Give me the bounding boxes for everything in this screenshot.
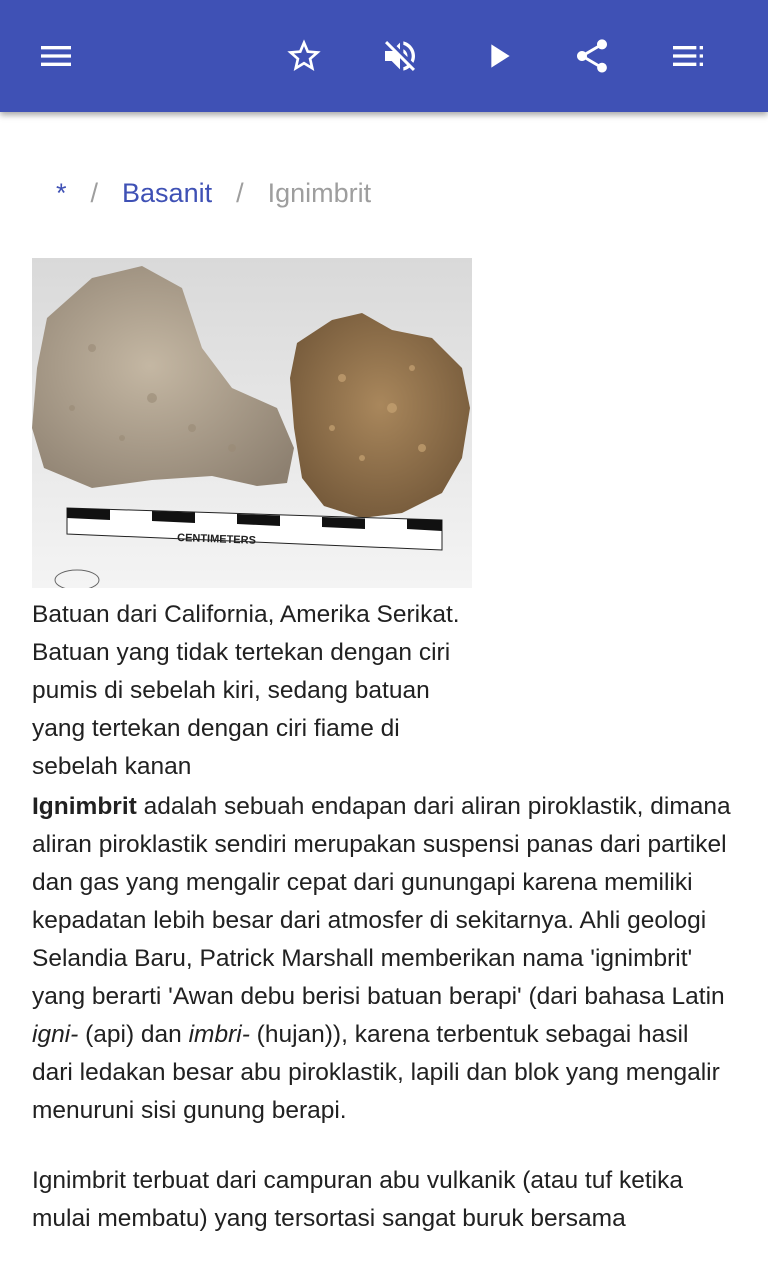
- breadcrumb: [32, 178, 371, 209]
- article-figure: [32, 258, 472, 786]
- article-paragraph: [32, 788, 736, 1130]
- share-button[interactable]: [564, 28, 620, 84]
- playlist-icon: [668, 36, 708, 76]
- ruler-label: CENTIMETERS: [176, 532, 257, 547]
- latin-term: igni-: [32, 1021, 79, 1048]
- article-term: Ignimbrit: [32, 793, 137, 820]
- breadcrumb-separator: /: [236, 178, 244, 208]
- star-outline-icon: [284, 36, 324, 76]
- latin-term: imbri-: [188, 1021, 250, 1048]
- article-text: (api) dan: [78, 1021, 189, 1048]
- playlist-button[interactable]: [660, 28, 716, 84]
- breadcrumb-current: Ignimbrit: [267, 178, 372, 208]
- article-text: (hujan)), karena terbentuk sebagai hasil dari ledakan besar abu piroklastik, lapili dan blok yang mengalir menuruni sisi gunung berapi.: [32, 1021, 720, 1124]
- article-text: adalah sebuah endapan dari aliran piroklastik, dimana aliran piroklastik sendiri merupakan suspensi panas dari partikel dan gas yang mengalir cepat dari gunungapi karena memiliki kepadatan lebih besar dari atmosfer di sekitarnya. Ahli geologi Selandia Baru, Patrick Marshall memberikan nama 'ignimbrit' yang berarti 'Awan debu berisi batuan berapi' (dari bahasa Latin: [32, 793, 731, 1010]
- favorite-button[interactable]: [276, 28, 332, 84]
- volume-off-icon: [380, 36, 420, 76]
- play-icon: [478, 36, 518, 76]
- hamburger-menu-icon: [36, 36, 76, 76]
- article-paragraph: Ignimbrit terbuat dari campuran abu vulkanik (atau tuf ketika mulai membatu) yang tersortasi sangat buruk bersama: [32, 1167, 683, 1232]
- app-toolbar: [0, 0, 768, 112]
- share-icon: [572, 36, 612, 76]
- breadcrumb-root-link[interactable]: *: [56, 178, 67, 208]
- figure-caption: Batuan dari California, Amerika Serikat. Batuan yang tidak tertekan dengan ciri pumis di sebelah kiri, sedang batuan yang tertekan dengan ciri fiame di sebelah kanan: [32, 601, 460, 780]
- play-button[interactable]: [470, 28, 526, 84]
- article-body: [32, 788, 736, 1270]
- mute-button[interactable]: [372, 28, 428, 84]
- breadcrumb-parent-link[interactable]: Basanit: [122, 178, 213, 208]
- rock-specimen-photo[interactable]: [32, 258, 472, 588]
- menu-button[interactable]: [28, 28, 84, 84]
- breadcrumb-separator: /: [90, 178, 99, 208]
